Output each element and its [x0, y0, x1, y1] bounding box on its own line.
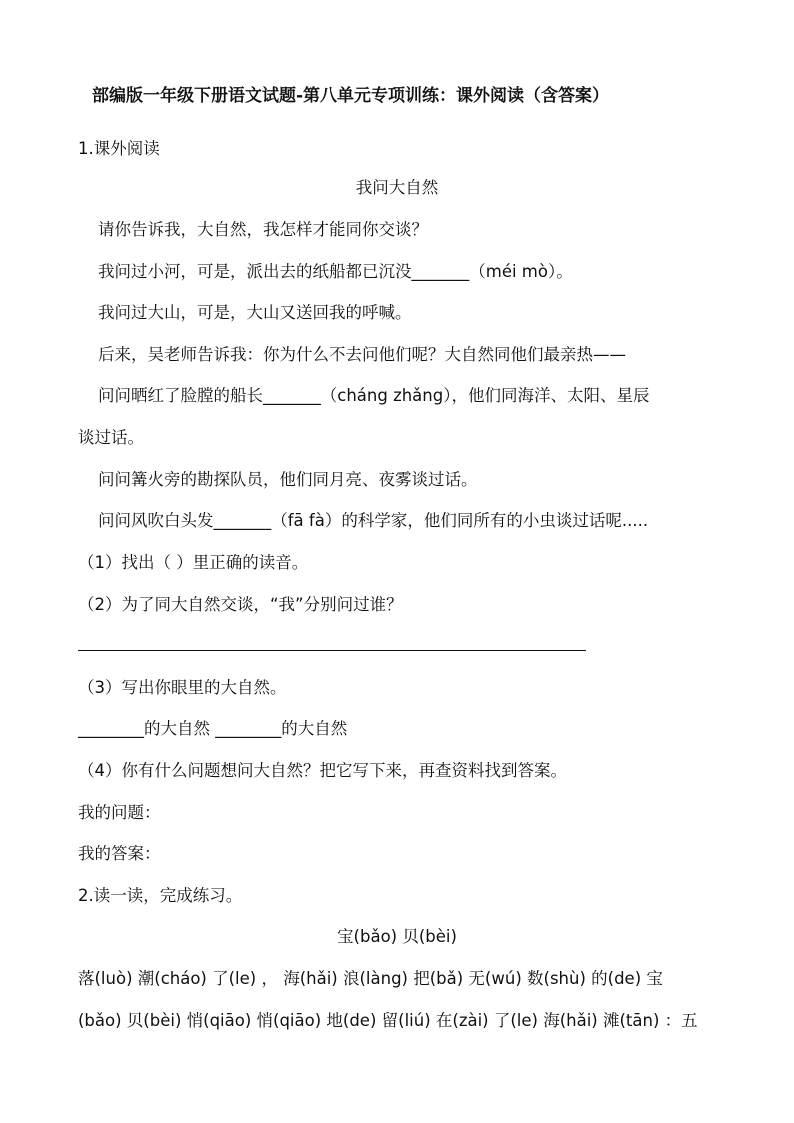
question-2-heading: 2.读一读，完成练习。: [78, 886, 243, 905]
passage-1-paragraph-1: 请你告诉我，大自然，我怎样才能同你交谈？: [98, 220, 428, 239]
sub-question-4: （4）你有什么问题想问大自然？把它写下来，再查资料找到答案。: [78, 761, 567, 780]
passage-1-paragraph-5-cont: 谈过话。: [78, 428, 144, 447]
passage-1-paragraph-6: 问问篝火旁的勘探队员，他们同月亮、夜雾谈过话。: [98, 470, 478, 489]
my-answer-label: 我的答案：: [78, 844, 161, 863]
sub-question-3-blanks: ________的大自然 ________的大自然: [78, 719, 348, 738]
passage-1-paragraph-5: 问问晒红了脸膛的船长_______（cháng zhǎng），他们同海洋、太阳、星辰: [98, 386, 650, 405]
passage-1-title: 我问大自然: [355, 178, 439, 197]
passage-2-line-2: (bǎo) 贝(bèi) 悄(qiāo) 悄(qiāo) 地(de) 留(liú) 在(zài) 了(le) 海(hǎi) 滩(tān) ：五: [78, 1011, 698, 1030]
sub-question-1: （1）找出（ ）里正确的读音。: [78, 553, 309, 572]
my-question-label: 我的问题：: [78, 803, 161, 822]
document-title: 部编版一年级下册语文试题-第八单元专项训练：课外阅读（含答案）: [92, 86, 610, 106]
question-1-heading: 1.课外阅读: [78, 139, 160, 158]
answer-line: [78, 650, 586, 651]
passage-2-line-1: 落(luò) 潮(cháo) 了(le) ， 海(hǎi) 浪(làng) 把(bǎ) 无(wú) 数(shù) 的(de) 宝: [78, 969, 663, 988]
passage-1-paragraph-4: 后来，吴老师告诉我：你为什么不去问他们呢？大自然同他们最亲热——: [98, 345, 626, 364]
passage-1-paragraph-3: 我问过大山，可是，大山又送回我的呼喊。: [98, 303, 412, 322]
passage-2-title: 宝(bǎo) 贝(bèi): [337, 927, 457, 946]
sub-question-3: （3）写出你眼里的大自然。: [78, 678, 287, 697]
sub-question-2: （2）为了同大自然交谈，“我”分别问过谁？: [78, 595, 403, 614]
passage-1-paragraph-7: 问问风吹白头发_______（fā fà）的科学家，他们同所有的小虫谈过话呢.....: [98, 511, 649, 530]
passage-1-paragraph-2: 我问过小河，可是，派出去的纸船都已沉没_______（méi mò）。: [98, 262, 573, 281]
